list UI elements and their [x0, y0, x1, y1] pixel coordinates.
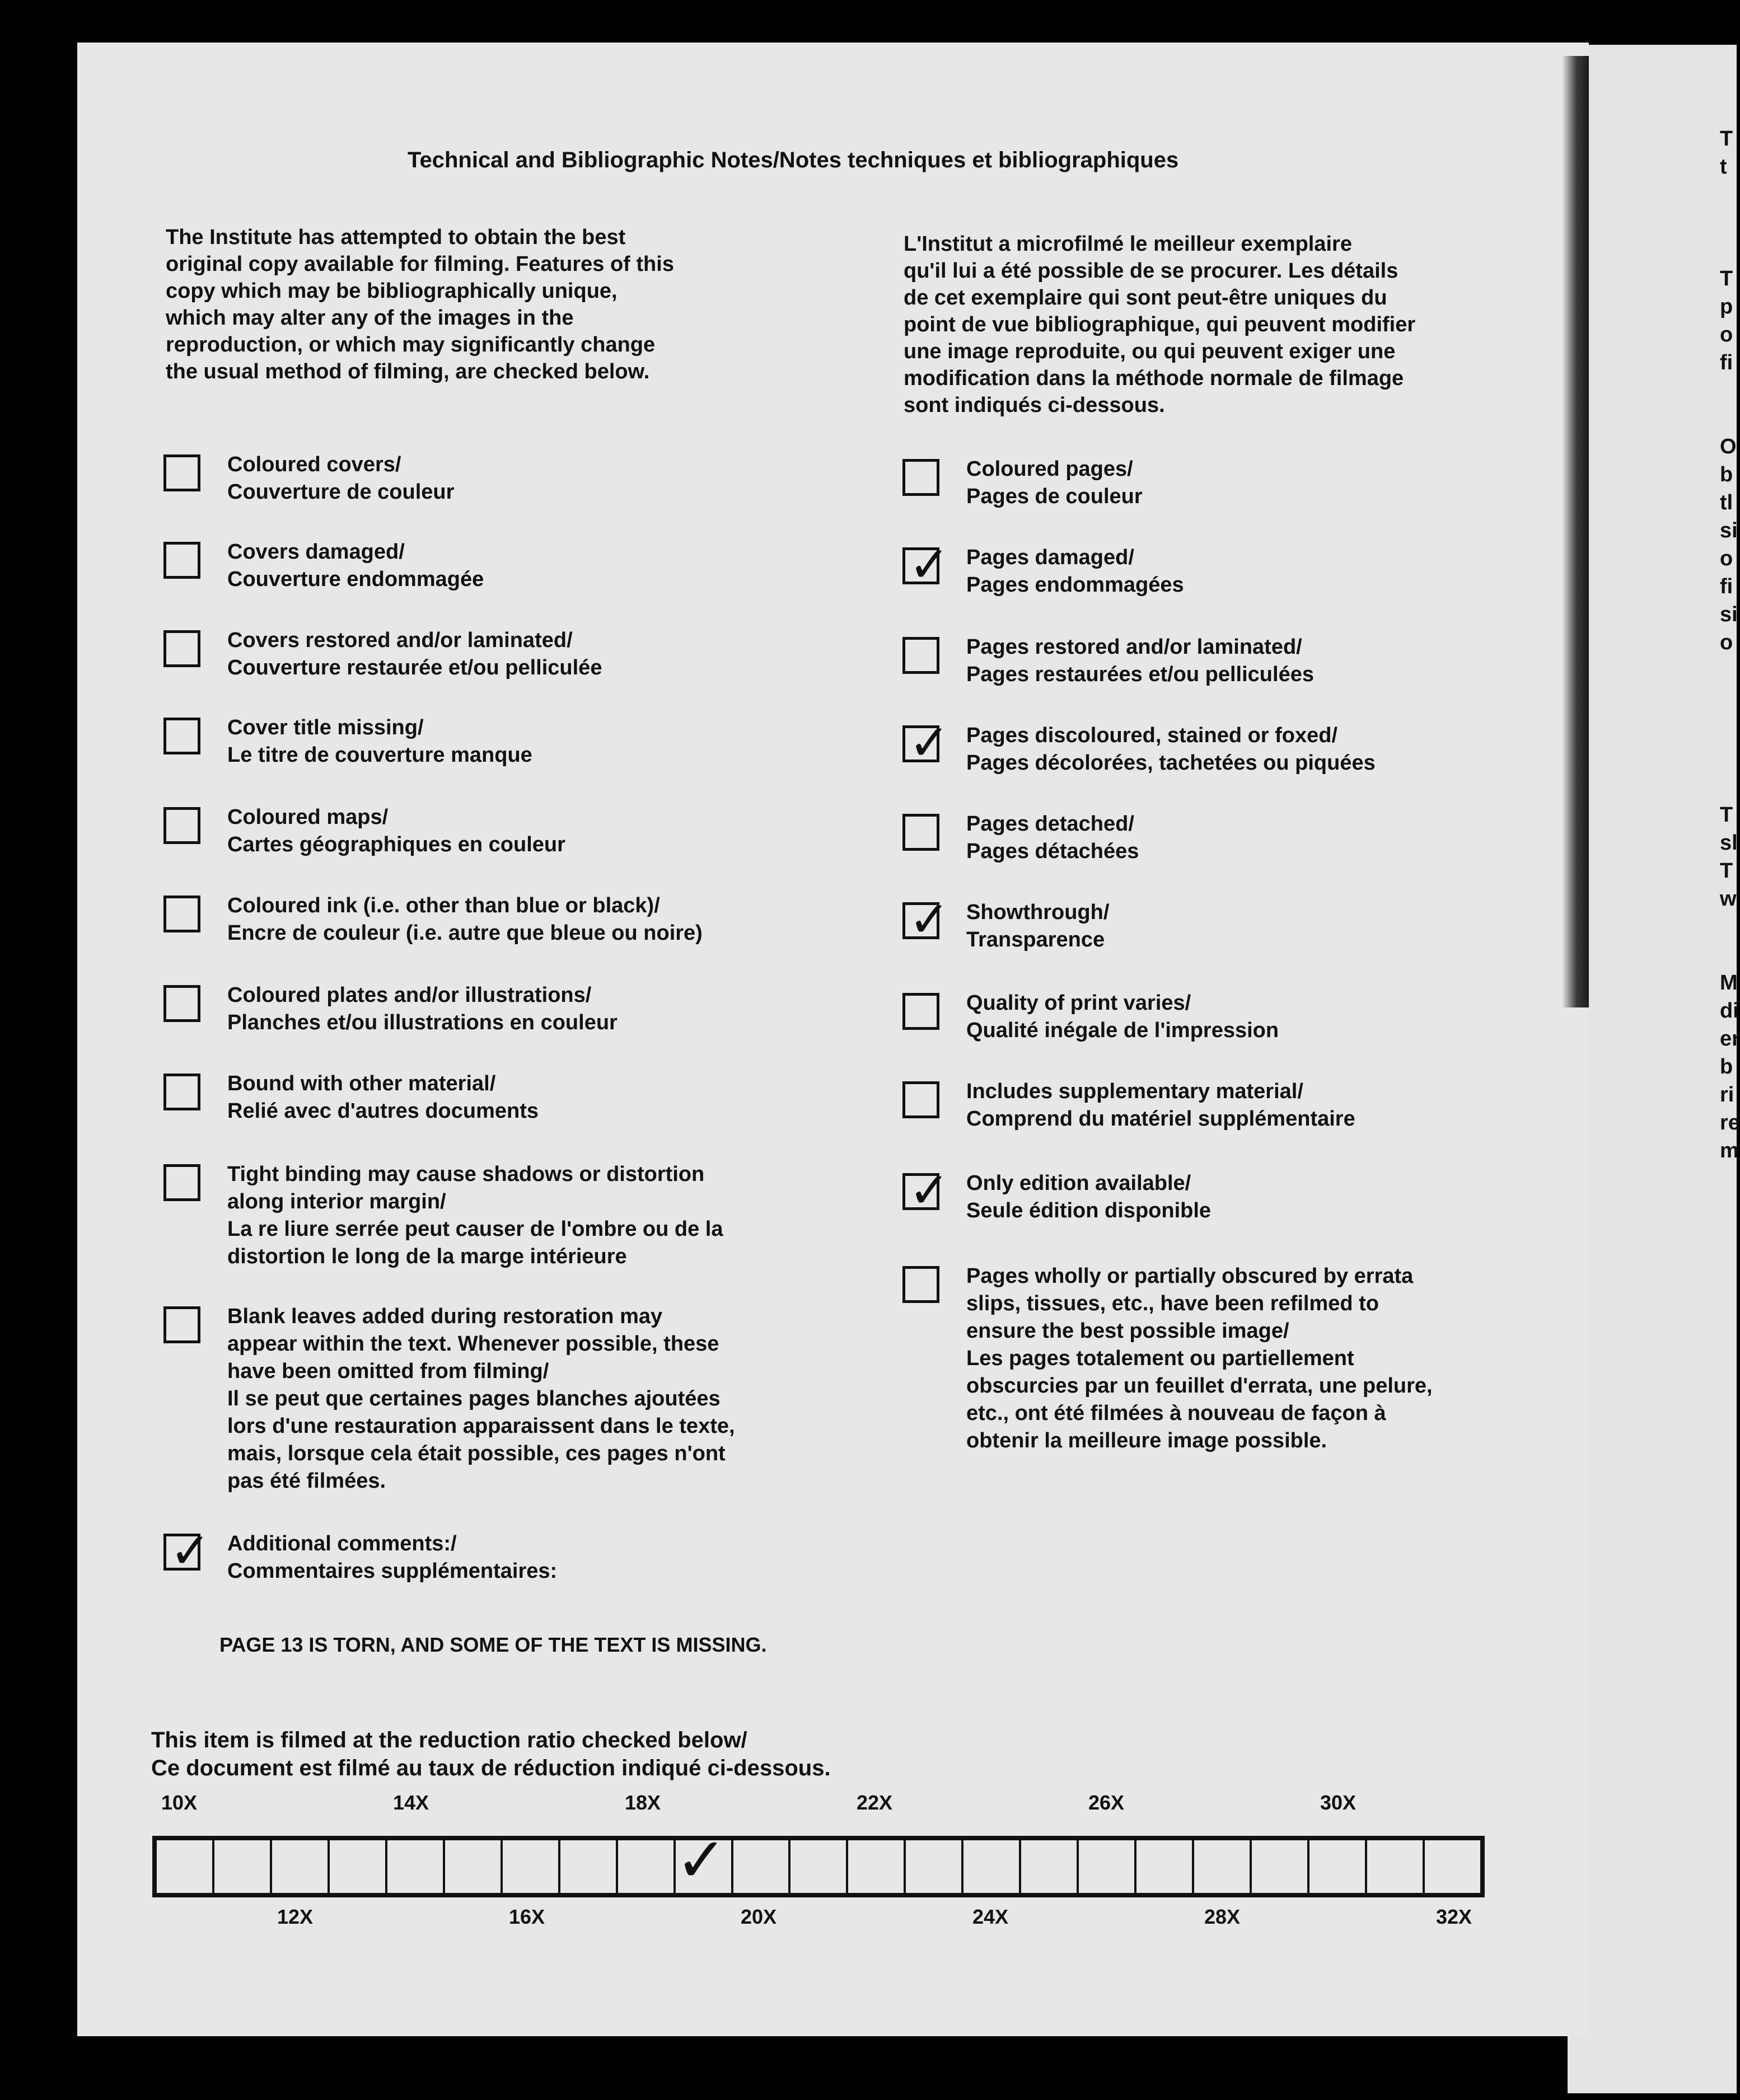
adjacent-page-fragment: t — [1720, 155, 1727, 179]
checkbox[interactable] — [902, 637, 939, 674]
checklist-item-line: Tight binding may cause shadows or distortion — [227, 1162, 705, 1186]
checklist-item-line: obscurcies par un feuillet d'errata, une pelure, — [966, 1374, 1433, 1398]
scale-cell[interactable] — [214, 1840, 272, 1893]
adjacent-page-fragment: ri — [1720, 1083, 1734, 1107]
reduction-english: This item is filmed at the reduction ratio checked below/ — [151, 1728, 747, 1752]
checklist-item-line: Seule édition disponible — [966, 1199, 1212, 1222]
checklist-item-line: slips, tissues, etc., have been refilmed to — [966, 1292, 1379, 1315]
scale-cell[interactable] — [618, 1840, 676, 1893]
scale-cell[interactable] — [675, 1824, 733, 1896]
check-mark-icon: ✓ — [170, 1522, 211, 1579]
checklist-item-line: pas été filmées. — [227, 1469, 386, 1493]
reduction-ratio-note — [151, 1726, 831, 1782]
scale-label: 28X — [1204, 1905, 1241, 1928]
check-mark-icon: ✓ — [909, 714, 950, 771]
adjacent-page-fragment: fi — [1720, 575, 1733, 598]
scale-cell[interactable] — [330, 1840, 387, 1893]
scale-cell[interactable] — [272, 1840, 330, 1893]
intro-french-line: une image reproduite, ou qui peuvent exiger une — [904, 340, 1396, 363]
scale-label: 26X — [1088, 1791, 1125, 1814]
checklist-item-line: obtenir la meilleure image possible. — [966, 1429, 1327, 1452]
checklist-item-line: mais, lorsque cela était possible, ces pages n'ont — [227, 1442, 726, 1465]
checklist-item-label — [966, 899, 1109, 954]
checklist-item-line: have been omitted from filming/ — [227, 1360, 549, 1383]
checklist-item-line: Blank leaves added during restoration may — [227, 1305, 663, 1328]
intro-english-line: which may alter any of the images in the — [166, 306, 574, 330]
checklist-item-line: Coloured maps/ — [227, 805, 389, 829]
checklist-item-line: Pages détachées — [966, 840, 1139, 863]
checklist-item-line: Qualité inégale de l'impression — [966, 1019, 1279, 1042]
checklist-item-line: distortion le long de la marge intérieure — [227, 1245, 627, 1268]
checklist-item-line: Le titre de couverture manque — [227, 743, 532, 767]
intro-french — [904, 231, 1547, 419]
adjacent-page-fragment: di — [1720, 999, 1739, 1023]
intro-english-line: The Institute has attempted to obtain the best — [166, 226, 626, 249]
checklist-item-line: Includes supplementary material/ — [966, 1080, 1303, 1103]
checklist-item-line: lors d'une restauration apparaissent dans le texte, — [227, 1414, 735, 1438]
checklist-item-line: Coloured covers/ — [227, 453, 401, 476]
scale-label: 24X — [972, 1905, 1009, 1928]
checkbox[interactable] — [902, 1266, 939, 1303]
checklist-item-label — [966, 1263, 1433, 1455]
checklist-item-label — [966, 456, 1143, 510]
checkbox[interactable] — [163, 718, 200, 754]
scale-label: 10X — [161, 1791, 198, 1814]
checklist-item-label — [227, 1303, 735, 1495]
checklist-item-label — [227, 714, 532, 769]
checklist-item-line: Commentaires supplémentaires: — [227, 1559, 558, 1583]
adjacent-page-fragment: T — [1720, 859, 1733, 883]
adjacent-page-fragment: tl — [1720, 491, 1733, 514]
reduction-scale — [152, 1824, 1485, 1897]
adjacent-page-fragment: T — [1720, 267, 1733, 290]
checklist-item-line: Covers damaged/ — [227, 540, 405, 564]
scale-label: 32X — [1436, 1905, 1472, 1928]
checklist-item-line: Pages damaged/ — [966, 546, 1134, 569]
scale-cell[interactable] — [157, 1840, 214, 1893]
checklist-item-label — [227, 451, 454, 506]
checklist-item-line: ensure the best possible image/ — [966, 1319, 1289, 1343]
intro-french-line: qu'il lui a été possible de se procurer. Les détails — [904, 259, 1398, 283]
adjacent-page-fragment: si — [1720, 519, 1738, 542]
adjacent-page — [1568, 45, 1737, 2093]
checklist-item-line: Only edition available/ — [966, 1171, 1191, 1195]
checklist-item-label — [227, 982, 618, 1037]
checklist-item-label — [227, 538, 484, 593]
checklist-item-label — [966, 990, 1279, 1044]
checklist-item-label — [227, 804, 565, 859]
checklist-item-line: Transparence — [966, 928, 1105, 951]
scale-label: 16X — [509, 1905, 545, 1928]
scale-cell[interactable] — [1079, 1840, 1136, 1893]
checkbox[interactable] — [163, 630, 200, 667]
checklist-item-label — [966, 544, 1184, 599]
checkbox[interactable] — [902, 890, 950, 948]
checkbox[interactable] — [163, 454, 200, 491]
checklist-item-label — [227, 1161, 723, 1271]
checklist-item-label — [966, 1170, 1211, 1225]
checklist-item-line: La re liure serrée peut causer de l'ombre ou de la — [227, 1217, 723, 1241]
checklist-item-label — [227, 1070, 539, 1125]
adjacent-page-fragment: p — [1720, 295, 1733, 318]
checkbox[interactable] — [902, 459, 939, 496]
checkbox[interactable] — [163, 896, 200, 932]
checklist-item-line: along interior margin/ — [227, 1190, 446, 1213]
intro-english-line: copy which may be bibliographically unique, — [166, 279, 618, 303]
checkbox[interactable] — [163, 542, 200, 579]
adjacent-page-fragment: o — [1720, 631, 1733, 654]
checkbox[interactable] — [163, 807, 200, 844]
checklist-item-label — [966, 634, 1314, 688]
scale-label: 20X — [741, 1905, 777, 1928]
checkbox[interactable] — [902, 993, 939, 1030]
adjacent-page-fragment: w — [1720, 887, 1737, 911]
scale-cell[interactable] — [848, 1840, 906, 1893]
checkbox[interactable] — [163, 985, 200, 1022]
additional-comment-text: PAGE 13 IS TORN, AND SOME OF THE TEXT IS MISSING. — [219, 1633, 767, 1656]
checkbox[interactable] — [902, 714, 950, 771]
intro-french-line: sont indiqués ci-dessous. — [904, 393, 1165, 417]
reduction-french: Ce document est filmé au taux de réduction indiqué ci-dessous. — [151, 1756, 831, 1780]
intro-english-line: reproduction, or which may significantly change — [166, 333, 656, 357]
adjacent-page-fragment: fi — [1720, 351, 1733, 374]
adjacent-page-fragment: m — [1720, 1139, 1739, 1162]
intro-english-line: original copy available for filming. Features of this — [166, 252, 674, 276]
scale-cell[interactable] — [1367, 1840, 1425, 1893]
scale-label: 30X — [1320, 1791, 1357, 1814]
adjacent-page-fragment: si — [1720, 603, 1738, 626]
scale-cell[interactable] — [1425, 1840, 1480, 1893]
checklist-item-label — [966, 722, 1376, 777]
check-mark-icon: ✓ — [909, 1161, 950, 1219]
check-mark-icon: ✓ — [909, 890, 950, 948]
checklist-item-line: Pages detached/ — [966, 812, 1134, 836]
adjacent-page-fragment: er — [1720, 1027, 1740, 1051]
checkbox[interactable] — [902, 1081, 939, 1118]
page-title: Technical and Bibliographic Notes/Notes techniques et bibliographiques — [408, 148, 1179, 172]
adjacent-page-fragment: M — [1720, 971, 1738, 995]
checkbox[interactable] — [163, 1074, 200, 1110]
checklist-item-label — [227, 1530, 557, 1585]
checkbox[interactable] — [163, 1522, 211, 1579]
checklist-item-label — [227, 892, 703, 947]
checklist-item-line: Additional comments:/ — [227, 1532, 457, 1555]
checklist-item-line: Encre de couleur (i.e. autre que bleue ou noire) — [227, 921, 703, 945]
checklist-item-line: Relié avec d'autres documents — [227, 1099, 539, 1123]
adjacent-page-fragment: b — [1720, 463, 1733, 486]
scale-cell[interactable] — [445, 1840, 503, 1893]
scale-cell[interactable] — [791, 1840, 848, 1893]
checklist-item-line: Coloured plates and/or illustrations/ — [227, 983, 592, 1007]
scale-cell[interactable] — [560, 1840, 618, 1893]
adjacent-page-fragment: sl — [1720, 831, 1738, 855]
intro-english-line: the usual method of filming, are checked below. — [166, 360, 650, 383]
checkbox[interactable] — [902, 1161, 950, 1219]
adjacent-page-fragment: o — [1720, 547, 1733, 570]
intro-french-line: de cet exemplaire qui sont peut-être uniques du — [904, 286, 1387, 310]
intro-english — [166, 224, 810, 385]
checkbox[interactable] — [163, 1164, 200, 1201]
checklist-item-line: Coloured pages/ — [966, 457, 1133, 481]
checklist-item-line: Pages wholly or partially obscured by errata — [966, 1264, 1414, 1288]
checklist-item-line: Pages de couleur — [966, 485, 1143, 508]
checklist-item-line: Showthrough/ — [966, 901, 1110, 924]
checklist-item-label — [966, 810, 1139, 865]
checklist-item-line: Les pages totalement ou partiellement — [966, 1347, 1354, 1370]
scale-cell[interactable] — [1252, 1840, 1309, 1893]
scale-cell[interactable] — [1309, 1840, 1367, 1893]
adjacent-page-fragment: re — [1720, 1111, 1740, 1135]
checklist-item-line: Comprend du matériel supplémentaire — [966, 1107, 1355, 1131]
scale-cell[interactable] — [1194, 1840, 1252, 1893]
scale-cell[interactable] — [503, 1840, 560, 1893]
checklist-item-label — [227, 627, 602, 682]
checklist-item-line: Couverture endommagée — [227, 568, 484, 591]
adjacent-page-fragment: o — [1720, 323, 1733, 346]
checklist-item-line: Cover title missing/ — [227, 716, 424, 739]
scale-cell[interactable] — [963, 1840, 1021, 1893]
adjacent-page-fragment: b — [1720, 1055, 1733, 1079]
checklist-item-line: Planches et/ou illustrations en couleur — [227, 1011, 618, 1034]
scale-label: 14X — [393, 1791, 429, 1814]
scale-cell[interactable] — [906, 1840, 963, 1893]
intro-french-line: modification dans la méthode normale de filmage — [904, 367, 1404, 390]
checklist-item-line: Coloured ink (i.e. other than blue or black)/ — [227, 894, 660, 917]
scale-cell[interactable] — [1136, 1840, 1194, 1893]
checklist-item-line: Pages discoloured, stained or foxed/ — [966, 724, 1338, 747]
adjacent-page-fragment: T — [1720, 803, 1733, 827]
scale-cell[interactable] — [1021, 1840, 1079, 1893]
checkbox[interactable] — [902, 536, 950, 593]
checklist-item-line: Couverture restaurée et/ou pelliculée — [227, 656, 602, 679]
checklist-item-line: Couverture de couleur — [227, 480, 455, 504]
checklist-item-line: Pages décolorées, tachetées ou piquées — [966, 751, 1376, 775]
page-fold-shadow — [1562, 56, 1589, 1007]
intro-french-line: point de vue bibliographique, qui peuvent modifier — [904, 313, 1416, 336]
checklist-item-line: Covers restored and/or laminated/ — [227, 629, 573, 652]
check-mark-icon: ✓ — [675, 1824, 727, 1896]
adjacent-page-fragment: T — [1720, 127, 1733, 151]
checklist-item-line: Bound with other material/ — [227, 1072, 496, 1095]
checkbox[interactable] — [902, 814, 939, 851]
scale-cell[interactable] — [733, 1840, 791, 1893]
checklist-item-line: Pages endommagées — [966, 573, 1184, 597]
checklist-item-line: Pages restored and/or laminated/ — [966, 635, 1302, 659]
scale-label: 22X — [857, 1791, 893, 1814]
scale-label: 18X — [625, 1791, 661, 1814]
checklist-item-line: Cartes géographiques en couleur — [227, 833, 565, 856]
scale-cell[interactable] — [387, 1840, 445, 1893]
checklist-item-label — [966, 1078, 1355, 1133]
intro-french-line: L'Institut a microfilmé le meilleur exemplaire — [904, 232, 1352, 256]
checklist-item-line: Pages restaurées et/ou pelliculées — [966, 663, 1314, 686]
checklist-item-line: Quality of print varies/ — [966, 991, 1191, 1015]
checklist-item-line: etc., ont été filmées à nouveau de façon à — [966, 1401, 1386, 1425]
check-mark-icon: ✓ — [909, 536, 950, 593]
scale-label: 12X — [277, 1905, 314, 1928]
adjacent-page-fragment: O — [1720, 435, 1737, 458]
checkbox[interactable] — [163, 1306, 200, 1343]
checklist-item-line: Il se peut que certaines pages blanches ajoutées — [227, 1387, 721, 1410]
checklist-item-line: appear within the text. Whenever possible, these — [227, 1332, 719, 1356]
